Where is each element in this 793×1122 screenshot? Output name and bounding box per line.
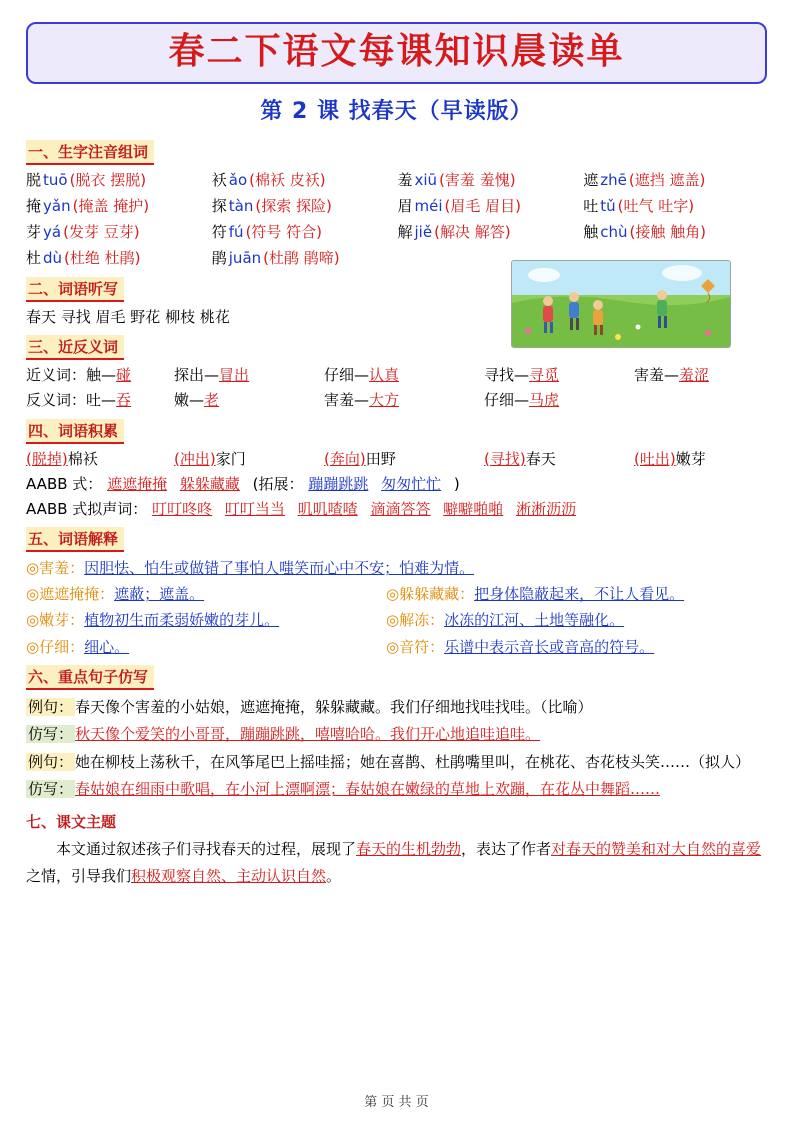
antonym-item: 仔细—马虎 bbox=[484, 391, 560, 410]
pinyin-item: 探 tàn (探索 探险) bbox=[211, 196, 332, 215]
theme-highlight: 积极观察自然、主动认识自然 bbox=[131, 866, 327, 885]
section-3-heading: 三、近反义词 bbox=[26, 335, 124, 360]
synonym-row bbox=[26, 363, 767, 389]
pinyin-grid bbox=[26, 168, 767, 270]
lesson-subtitle: 第 2 课 找春天（早读版） bbox=[260, 98, 533, 124]
aabb-extend-word: 匆匆忙忙 bbox=[381, 475, 442, 494]
aabb-word: 遮遮掩掩 bbox=[107, 475, 168, 494]
imitation-tag: 仿写： bbox=[28, 780, 74, 799]
pinyin-item: 遮 zhē (遮挡 遮盖) bbox=[583, 170, 706, 189]
imitation-text: 秋天像个爱笑的小哥哥，蹦蹦跳跳，嘻嘻哈哈。我们开心地追哇追哇。 bbox=[75, 725, 541, 744]
illustration-svg bbox=[512, 261, 730, 347]
imitation-sentence bbox=[26, 777, 767, 803]
page-footer: 第 页 共 页 bbox=[364, 1095, 429, 1110]
synonym-label: 近义词：触—碰 bbox=[26, 365, 132, 384]
section-6-heading: 六、重点句子仿写 bbox=[26, 665, 154, 690]
onomatopoeia-word: 淅淅沥沥 bbox=[516, 500, 577, 519]
pinyin-item: 掩 yǎn (掩盖 掩护) bbox=[26, 196, 150, 215]
synonym-item: 探出—冒出 bbox=[174, 365, 250, 384]
pinyin-item: 眉 méi (眉毛 眉目) bbox=[397, 196, 522, 215]
title-banner bbox=[26, 22, 767, 84]
onomatopoeia-word: 叮叮咚咚 bbox=[152, 500, 213, 519]
explanation-item: ◎害羞：因胆怯、怕生或做错了事怕人嗤笑而心中不安；怕难为情。 bbox=[26, 558, 475, 577]
collocation-item: (脱掉)棉袄 bbox=[26, 449, 98, 468]
section-7-heading: 七、课文主题 bbox=[26, 812, 117, 831]
section-1-heading: 一、生字注音组词 bbox=[26, 140, 154, 165]
dictation-words: 春天 寻找 眉毛 野花 柳枝 桃花 bbox=[26, 307, 230, 326]
onomatopoeia-word: 叽叽喳喳 bbox=[297, 500, 358, 519]
theme-highlight: 对春天的赞美和对大自然的喜爱 bbox=[551, 839, 762, 858]
example-sentence bbox=[26, 750, 767, 776]
collocation-item: (吐出)嫩芽 bbox=[634, 449, 706, 468]
antonym-label: 反义词：吐—吞 bbox=[26, 391, 132, 410]
collocation-row bbox=[26, 447, 767, 473]
page-title: 春二下语文每课知识晨读单 bbox=[168, 31, 625, 72]
example-tag: 例句： bbox=[28, 752, 74, 771]
antonym-row bbox=[26, 388, 767, 414]
pinyin-item: 杜 dù (杜绝 杜鹃) bbox=[26, 248, 141, 267]
onomatopoeia-word: 叮叮当当 bbox=[224, 500, 285, 519]
pinyin-item: 袄 ǎo (棉袄 皮袄) bbox=[211, 170, 326, 189]
section-5-heading: 五、词语解释 bbox=[26, 527, 124, 552]
imitation-text: 春姑娘在细雨中歌唱，在小河上漂啊漂；春姑娘在嫩绿的草地上欢蹦，在花丛中舞蹈…… bbox=[75, 780, 661, 799]
synonym-item: 害羞—羞涩 bbox=[634, 365, 710, 384]
spring-illustration bbox=[511, 260, 731, 348]
synonym-item: 仔细—认真 bbox=[324, 365, 400, 384]
pinyin-item: 解 jiě (解决 解答) bbox=[397, 222, 511, 241]
section-4-heading: 四、词语积累 bbox=[26, 419, 124, 444]
section-2-heading: 二、词语听写 bbox=[26, 277, 124, 302]
pinyin-item: 符 fú (符号 符合) bbox=[211, 222, 323, 241]
collocation-item: (奔向)田野 bbox=[324, 449, 396, 468]
imitation-sentence bbox=[26, 722, 767, 748]
explanation-item: ◎仔细：细心。 ◎音符：乐谱中表示音长或音高的符号。 bbox=[26, 637, 655, 656]
antonym-item: 嫩—老 bbox=[174, 391, 220, 410]
example-sentence bbox=[26, 695, 767, 721]
pinyin-item: 脱 tuō (脱衣 摆脱) bbox=[26, 170, 147, 189]
collocation-item: (寻找)春天 bbox=[484, 449, 556, 468]
onomatopoeia-line: AABB 式拟声词： 叮叮咚咚 叮叮当当 叽叽喳喳 滴滴答答 噼噼啪啪 淅淅沥沥 bbox=[26, 500, 577, 519]
onomatopoeia-word: 滴滴答答 bbox=[370, 500, 431, 519]
pinyin-item: 羞 xiū (害羞 羞愧) bbox=[397, 170, 516, 189]
imitation-tag: 仿写： bbox=[28, 725, 74, 744]
pinyin-item: 触 chù (接触 触角) bbox=[583, 222, 707, 241]
explanation-item: ◎遮遮掩掩：遮蔽；遮盖。 ◎躲躲藏藏：把身体隐蔽起来，不让人看见。 bbox=[26, 585, 685, 604]
synonym-item: 寻找—寻觅 bbox=[484, 365, 560, 384]
onomatopoeia-word: 噼噼啪啪 bbox=[443, 500, 504, 519]
collocation-item: (冲出)家门 bbox=[174, 449, 246, 468]
example-tag: 例句： bbox=[28, 697, 74, 716]
aabb-word: 躲躲藏藏 bbox=[179, 475, 240, 494]
example-text: 春天像个害羞的小姑娘，遮遮掩掩，躲躲藏藏。我们仔细地找哇找哇。（比喻） bbox=[75, 697, 593, 716]
pinyin-item: 芽 yá (发芽 豆芽) bbox=[26, 222, 140, 241]
theme-paragraph: 本文通过叙述孩子们寻找春天的过程，展现了春天的生机勃勃，表达了作者对春天的赞美和对大自然的喜爱之情，引导我们积极观察自然、主动认识自然。 bbox=[26, 839, 762, 885]
theme-highlight: 春天的生机勃勃 bbox=[356, 839, 462, 858]
aabb-extend-word: 蹦蹦跳跳 bbox=[308, 475, 369, 494]
example-text: 她在柳枝上荡秋千，在风筝尾巴上摇哇摇；她在喜鹊、杜鹃嘴里叫，在桃花、杏花枝头笑……（拟人） bbox=[75, 752, 751, 771]
explanation-item: ◎嫩芽：植物初生而柔弱娇嫩的芽儿。 ◎解冻：冰冻的江河、土地等融化。 bbox=[26, 611, 625, 630]
aabb-line: AABB 式： 遮遮掩掩 躲躲藏藏 (拓展： 蹦蹦跳跳 匆匆忙忙 ) bbox=[26, 475, 460, 494]
dictation-block bbox=[26, 272, 767, 329]
pinyin-item: 吐 tǔ (吐气 吐字) bbox=[583, 196, 695, 215]
pinyin-item: 鹃 juān (杜鹃 鹃啼) bbox=[211, 248, 340, 267]
antonym-item: 害羞—大方 bbox=[324, 391, 400, 410]
